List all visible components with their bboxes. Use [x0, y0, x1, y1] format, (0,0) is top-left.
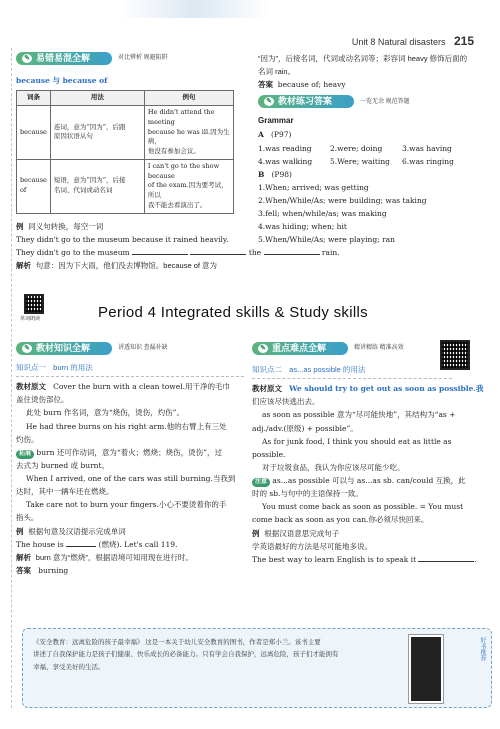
book-line: 讲述了自我保护能力是孩子们健康、快乐成长的必备能力。只有学会自我保护，远离危险，孩子们才能拥有 — [33, 651, 339, 659]
section-subtitle: 精讲精练 精准高效 — [354, 345, 404, 352]
section-ribbon — [16, 342, 112, 355]
paragraph: You must come back as soon as possible. = You must — [262, 502, 464, 512]
paragraph: possible. — [252, 449, 286, 459]
page-number: 215 — [453, 34, 474, 48]
exercise-blank-line: The best way to learn English is to speak it . — [252, 554, 477, 564]
paragraph: He had three burns on his right arm.他的右臂上有三处 — [26, 421, 227, 431]
answer-item: 2.When/While/As; were building; was taking — [258, 196, 427, 205]
note-tag: 拓展 — [16, 450, 34, 459]
text-segment: rain. — [321, 247, 340, 257]
exercise-blank-line — [16, 538, 244, 551]
answer-item: 3.was having — [402, 143, 452, 153]
cell-line: 名词、代词或动名词 — [53, 186, 113, 195]
qr-caption: 单词朗读 — [20, 316, 41, 322]
part-page: (P98) — [271, 169, 292, 179]
answer-blank[interactable] — [190, 254, 246, 255]
source-text: 们应该尽快逃出去。 — [252, 397, 320, 407]
qr-code[interactable] — [24, 294, 44, 314]
analysis-text: 句意：因为下大雨，他们没去博物馆。because of 意为 — [35, 260, 218, 270]
section-ribbon — [252, 342, 348, 355]
answer-item: 5.Were; waiting — [330, 156, 390, 166]
section-ribbon — [16, 52, 112, 65]
comparison-table — [16, 90, 234, 213]
answer-item: 6.was ringing — [402, 156, 454, 166]
paragraph: Take care not to burn your fingers.小心不要烫着你的手 — [26, 500, 227, 510]
answer-blank[interactable] — [264, 254, 320, 255]
analysis-continued: 名词 rain。 — [258, 67, 296, 77]
text-segment: They didn't go to the museum — [16, 247, 130, 257]
table-row — [17, 106, 234, 160]
section-header-answers — [258, 95, 490, 108]
answer-label: 答案 — [16, 565, 31, 575]
paragraph: as soon as possible 意为“尽可能快地”，其结构为“as + — [262, 410, 456, 420]
binding-margin — [2, 48, 12, 708]
cell-line: I can't go to the show because — [147, 161, 220, 180]
analysis-label: 解析 — [16, 552, 31, 562]
section-header-mistakes — [16, 52, 244, 65]
part-page: (P97) — [270, 130, 292, 140]
note-line — [16, 446, 244, 459]
answer-item: 4.was hiding; when; hit — [258, 222, 347, 232]
exercise-prompt — [16, 525, 244, 538]
paragraph: 指头。 — [16, 513, 39, 523]
source-text: We should try to get out as soon as possible.我 — [289, 384, 484, 394]
answer-item: 1.was reading — [258, 143, 312, 153]
cell-line: 我不能去看演出了。 — [147, 200, 207, 209]
unit-title: Unit 8 Natural disasters — [351, 37, 446, 47]
section-subtitle: 一览无余 规范答题 — [360, 98, 410, 105]
paragraph: 对于垃圾食品，我认为你应该尽可能少吃。 — [262, 462, 405, 472]
answer-line — [16, 564, 244, 577]
text-segment: The best way to learn English is to speak it — [252, 554, 417, 564]
example-task: 根据句意及汉语提示完成单词 — [28, 526, 126, 536]
exercise-blank-line — [16, 246, 340, 259]
answer-item: 3.fell; when/while/as; was making — [258, 209, 387, 219]
table-cell-example — [144, 159, 233, 213]
answer-row — [258, 142, 490, 155]
answer-text: burning — [38, 565, 69, 575]
part-label: A — [258, 130, 264, 140]
section-title: 重点难点全解 — [272, 342, 327, 353]
paragraph: burn 还可作动词，意为“着火；燃烧；烧伤，烫伤”，过 — [36, 447, 223, 457]
analysis-line — [16, 551, 244, 564]
running-header — [352, 32, 474, 50]
part-label: B — [258, 169, 265, 179]
answer-item: 5.When/While/As; were playing; ran — [258, 235, 395, 245]
section-subtitle: 对比辨析 规避陷阱 — [118, 55, 168, 61]
part-a-heading — [258, 128, 490, 141]
paragraph: 去式为 burned 或 burnt。 — [16, 460, 109, 470]
book-icon: ✎ — [264, 97, 274, 106]
section-ribbon — [258, 95, 354, 108]
example-task: 同义句转换，每空一词 — [28, 221, 104, 231]
exercise-prompt — [252, 527, 488, 540]
table-cell-usage — [50, 106, 144, 160]
paragraph: 时的 sb.与句中的主语保持一致。 — [252, 489, 363, 499]
answer-label: 答案 — [258, 80, 273, 90]
right-lower-column — [252, 342, 488, 566]
cell-line: because he was ill.因为生病， — [147, 127, 230, 146]
paragraph: 达时，其中一辆车还在燃烧。 — [16, 487, 114, 497]
column-header: 词条 — [17, 91, 51, 106]
grammar-heading: Grammar — [258, 116, 294, 126]
paragraph: As for junk food, I think you should eat as little as — [262, 436, 452, 446]
source-line — [16, 380, 244, 393]
example-label: 例 — [252, 528, 260, 538]
text-segment: (燃烧). Let's call 119. — [98, 539, 178, 549]
analysis-continued: “因为”，后接名词，代词或动名词等；彩容词 heavy 修饰后面的 — [258, 54, 468, 63]
analysis-text: burn 意为“燃烧”，根据语境可知用现在进行时。 — [35, 552, 193, 562]
exercise-sentence: They didn't go to the museum because it rained heavily. — [16, 234, 229, 244]
answer-blank[interactable] — [132, 254, 188, 255]
knowledge-point-heading — [16, 361, 244, 374]
example-label: 例 — [16, 221, 24, 231]
answer-item: 4.was walking — [258, 156, 313, 166]
star-icon: ✎ — [258, 344, 268, 353]
analysis-line — [16, 259, 244, 272]
divider — [16, 376, 244, 377]
book-recommendation-box — [22, 628, 492, 708]
note-tag: 注意 — [252, 478, 270, 487]
column-header: 用法 — [50, 91, 144, 106]
kp-title: as...as possible 的用法 — [289, 365, 366, 374]
section-title: 教材练习答案 — [278, 96, 333, 106]
table-cell-term: because — [17, 106, 51, 160]
kp-label: 知识点二 — [252, 365, 282, 374]
left-lower-column — [16, 342, 244, 577]
answer-row — [258, 155, 490, 168]
section-title: 易错易混全解 — [36, 52, 91, 63]
cell-line: 他没有参加会议。 — [147, 147, 200, 155]
kp-label: 知识点一 — [16, 363, 46, 372]
answer-item: 2.were; doing — [330, 143, 383, 153]
answer-line — [258, 78, 490, 91]
source-label: 教材原文 — [16, 382, 46, 392]
paragraph: When I arrived, one of the cars was still burning.当我到 — [26, 474, 236, 483]
book-line: 幸福、享受美好的生活。 — [33, 663, 105, 671]
pen-icon: ✎ — [22, 54, 32, 63]
exercise-prompt — [16, 220, 244, 233]
source-label: 教材原文 — [252, 384, 282, 394]
cell-line: 连词，意为“因为”，后跟 — [53, 122, 126, 131]
section-header-knowledge — [16, 342, 244, 355]
period-title: Period 4 Integrated skills & Study skills — [98, 304, 368, 321]
paragraph: as...as possible 可以与 as...as sb. can/could 互换，此 — [272, 476, 466, 485]
qr-code[interactable] — [440, 340, 470, 370]
note-line — [252, 474, 488, 487]
answer-text: because of; heavy — [277, 80, 346, 90]
header-decoration — [120, 0, 270, 18]
section-subtitle: 讲透知识 查漏补缺 — [118, 345, 168, 352]
text-segment: The house is — [16, 539, 64, 549]
cell-line: He didn't attend the meeting — [147, 108, 215, 126]
source-text: 盖住烫伤部位。 — [16, 395, 69, 405]
analysis-label: 解析 — [16, 260, 31, 270]
topic-heading: because 与 because of — [16, 76, 108, 85]
cell-line: 原因状语从句 — [53, 132, 93, 141]
paragraph: 此处 burn 作名词，意为“烧伤，烫伤，灼伤”。 — [26, 408, 184, 418]
table-cell-usage — [50, 159, 144, 213]
table-row — [17, 159, 234, 213]
book-text — [33, 637, 413, 674]
source-text: Cover the burn with a clean towel.用干净的毛巾 — [53, 382, 230, 392]
table-header-row — [17, 91, 234, 106]
table-cell-term — [17, 159, 51, 213]
text-segment: the — [248, 247, 262, 257]
part-b-heading — [258, 168, 490, 181]
side-tag: 好书推荐 — [479, 637, 485, 661]
divider — [252, 378, 452, 379]
kp-title: burn 的用法 — [53, 363, 93, 372]
answer-item: 1.When; arrived; was getting — [258, 182, 369, 192]
source-line — [252, 382, 488, 395]
right-column — [258, 52, 490, 247]
example-label: 例 — [16, 526, 24, 536]
paragraph: 灼伤。 — [16, 434, 39, 444]
section-title: 教材知识全解 — [36, 342, 91, 353]
book-cover-image — [409, 635, 443, 703]
column-header: 例句 — [144, 91, 233, 106]
cell-line: because — [20, 176, 47, 185]
exercise-chinese: 学英语最好的方法是尽可能地多说。 — [252, 541, 372, 551]
answer-blank[interactable] — [66, 546, 96, 547]
answer-blank[interactable] — [418, 561, 474, 562]
cell-line: of the exam.因为要考试，所以 — [147, 181, 228, 199]
cell-line: of — [20, 186, 27, 195]
pen-icon: ✎ — [22, 344, 32, 353]
example-task: 根据汉语意思完成句子 — [264, 528, 340, 538]
paragraph: come back as soon as you can.你必须尽快回来。 — [252, 515, 429, 525]
cell-line: 短语，意为“因为”，后接 — [53, 176, 126, 185]
paragraph: adj./adv.(原级) + possible”。 — [252, 423, 358, 433]
book-line: 《安全教育：远离危险的孩子最幸福》 这是一本关于幼儿安全教育的图书，作者是郑小兰。该书主要 — [33, 639, 321, 646]
table-cell-example — [144, 106, 233, 160]
